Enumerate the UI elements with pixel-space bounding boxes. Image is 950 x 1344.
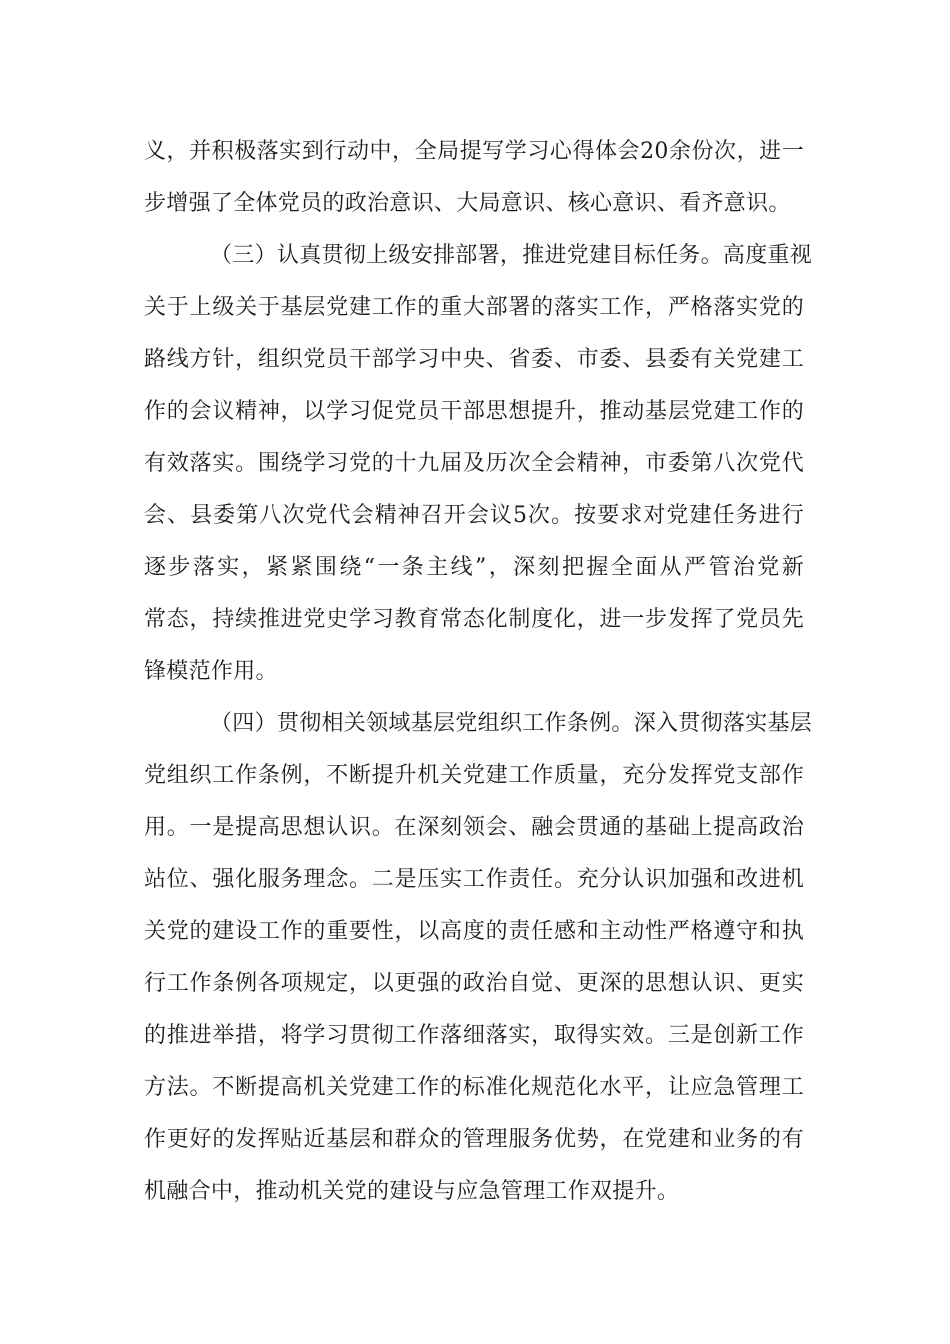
text-line: 行工作条例各项规定，以更强的政治自觉、更深的思想认识、更实 (144, 971, 804, 996)
text-line: 站位、强化服务理念。二是压实工作责任。充分认识加强和改进机 (144, 867, 804, 892)
text-line: 关于上级关于基层党建工作的重大部署的落实工作，严格落实党的 (144, 295, 804, 320)
text-line: 路线方针，组织党员干部学习中央、省委、市委、县委有关党建工 (144, 347, 804, 372)
text-line: 机融合中，推动机关党的建设与应急管理工作双提升。 (144, 1179, 680, 1204)
text-line: 有效落实。围绕学习党的十九届及历次全会精神，市委第八次党代 (144, 451, 804, 476)
text-line: 逐步落实，紧紧围绕“一条主线”，深刻把握全面从严管治党新 (144, 555, 804, 580)
text-line: 常态，持续推进党史学习教育常态化制度化，进一步发挥了党员先 (144, 607, 804, 632)
text-line: 作更好的发挥贴近基层和群众的管理服务优势，在党建和业务的有 (144, 1127, 804, 1152)
paragraph-heading-line: （四）贯彻相关领域基层党组织工作条例。深入贯彻落实基层 (210, 711, 813, 736)
text-line: 关党的建设工作的重要性，以高度的责任感和主动性严格遵守和执 (144, 919, 804, 944)
text-line: 锋模范作用。 (144, 659, 278, 684)
text-line: 的推进举措，将学习贯彻工作落细落实，取得实效。三是创新工作 (144, 1023, 804, 1048)
text-line: 作的会议精神，以学习促党员干部思想提升，推动基层党建工作的 (144, 399, 804, 424)
text-line: 党组织工作条例，不断提升机关党建工作质量，充分发挥党支部作 (144, 763, 804, 788)
text-line: 义，并积极落实到行动中，全局提写学习心得体会20余份次，进一 (144, 139, 804, 164)
text-line: 用。一是提高思想认识。在深刻领会、融会贯通的基础上提高政治 (144, 815, 804, 840)
document-body (144, 126, 813, 1218)
text-line: 会、县委第八次党代会精神召开会议5次。按要求对党建任务进行 (144, 503, 804, 528)
paragraph-heading-line: （三）认真贯彻上级安排部署，推进党建目标任务。高度重视 (210, 243, 813, 268)
text-line: 方法。不断提高机关党建工作的标准化规范化水平，让应急管理工 (144, 1075, 804, 1100)
text-line: 步增强了全体党员的政治意识、大局意识、核心意识、看齐意识。 (144, 191, 791, 216)
